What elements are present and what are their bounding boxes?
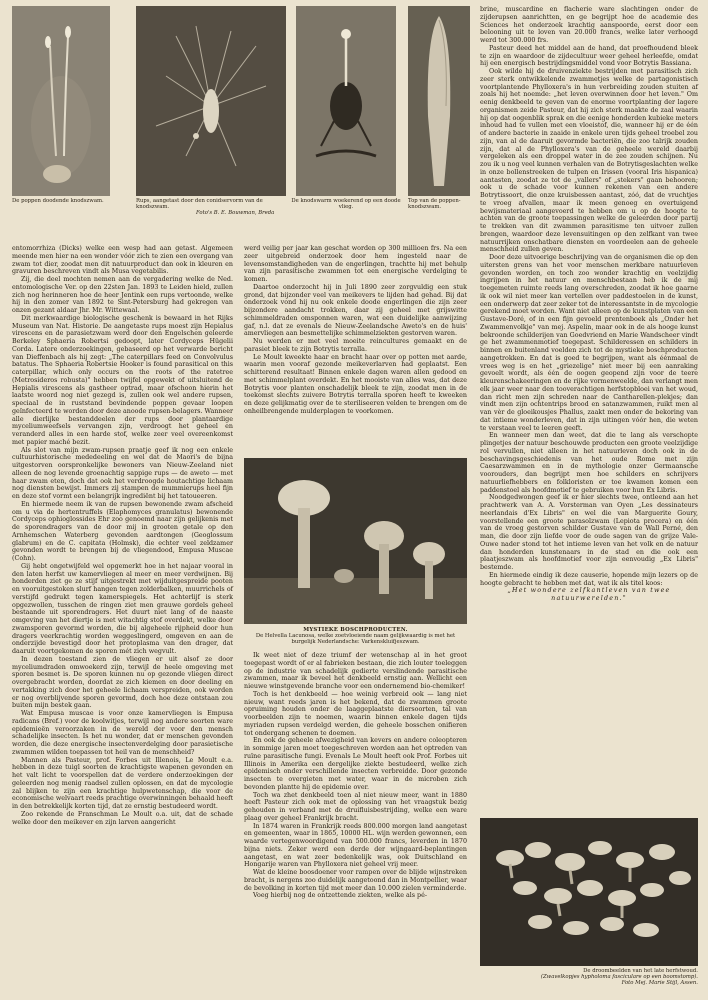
article-column-2-top	[244, 245, 467, 416]
photo-zwavelkopjes	[480, 818, 698, 966]
col1-paragraph: Gij hebt ongetwijfeld wel opgemerkt hoe in het najaar vooral in den laten herfst uw kamervliegen al meer en meer verdwijnen. Bij honderden ziet ge ze stijf uitgestrekt met wijduitgespreide pooten en vooruitgestoken slurf hangen tegen zolderbalken, muurrichels of verstijfd gedrukt tegen kamerspiegels. Het achterlijf is sterk opgezwollen, tusschen de ringen ziet men grauwe gordels geheel bestaande uit sporendragers. Het duurt niet lang of de naaste omgeving van het diertje is met witachtig stof overdekt, welke door zwamsporen gevormd worden, die bij algeheele rijpheid door hun dragers veerkrachtig worden weggeslingerd, omgeven en aan de onderzijde bevestigd door het protoplasma van den drager, dat daaruit voortgekomen de sporen mét zich wegvult.	[12, 562, 233, 655]
fig2-caption-text: Rups, aangetast door den conidservorm van de knodszwam.	[136, 198, 263, 211]
fig6-credit: Foto Mej. Marie Stijl, Assen.	[621, 980, 698, 987]
photo-dead-fly	[296, 6, 396, 196]
fig5-title: MYSTIEKE BOSCHPRODUCTEN.	[303, 627, 408, 633]
article-column-1	[12, 245, 233, 826]
col3-paragraph: Ook wilde hij de druivenziekte bestrijden met parasitisch zich zeer sterk ontwikkelende zwammetjes welke de partagonistisch voortplantende Phylloxera's in hun verbreiding zouden stuiten af zoals hij het noemde: „het leven overwinnen door het leven." Om eenig denkbeeld te geven van de enorme voortplanting der lagere organismen zeide Pasteur, dat hij zich sterk maakte de zaal waarin hij op dat oogenblik sprak en die eenige honderden kubieke meters inhoud had te vullen met een vloeistof, die, wanneer hij er de één of andere bacterie in zaaide in enkele uren tijds geheel troebel zou zijn, van al de daaruit gevormde bacteriën, die zoo talrijk zouden zijn, dat al de Phylloxera's van de geheele wereld daarbij vergeleken als een droppel water in de zee zouden schijnen. Nu zou ik u nog veel kunnen verhalen van de Botrytisgeslachten welke in onze bollenstreeken de tulpen en Irissen (vooral Iris hispanica) aantasten, zoodat ze tot de „vallers" of „stekers" gaan behooren; ook u de schade voor kunnen rekenen van een andere Botrytissoort, die onze kruisbessen aantast, zóó, dat de vruchtjes te vroeg afvallen, maar ik meen genoeg en overtuigend bewijsmateriaal aangevoerd te hebben om u op de hoogte te achten van de groote toepassingen welke de geleerden door partij te trekken van dit zwammen parasitisme ten uitvoer zullen brengen, waardoor deze levensuitingen op den zelfkant van twee natuurrijken onschatbare diensten en voordeelen aan de geheele menschheid zullen geven.	[480, 68, 698, 254]
col2b-paragraph: Voeg hierbij nog de ontzettende ziekten, welke als pé-	[253, 892, 428, 900]
col1-paragraph: Wat Empusa muscae is voor onze kamervliegen is Empusa radicans (Bref.) voor de koolwitjes, terwijl nog andere soorten ware epidemieën veroorzaken in de wereld der voor den mensch schadelijke insecten. Is het nu wonder, dat er menschen gevonden worden, die deze energische insectenverdelging door parasietische zwammen wilden toepassen tot heil van de menschheid?	[12, 710, 233, 756]
fig5-caption	[244, 627, 467, 646]
col2-paragraph: werd veilig per jaar kan geschat worden op 300 millioen frs. Na een zeer uitgebreid onderzoek door hem ingesteld naar de levensomstandigheden van de engerlingen, trachtte hij met behulp van zijn parasitische zwammen tot een energische verdelging te komen.	[244, 245, 467, 283]
col1-paragraph: Mannen als Pasteur, prof. Forbes uit Illenois, Le Moult e.a. hebben in deze tuigl soorten de krachtigste wapenen gevonden en het valt licht te voorspellen dat de verdere onderzoekingen der geleerden nog menig raadsel zullen oplossen, en dat de mycologie zal blijken te zijn een krachtige hulpwetenschap, die voor de economische welvaart reeds prachtige overwinningen behaald heeft in den betrekkelijk korten tijd, dat ze ernstig bestudeerd wordt.	[12, 756, 233, 810]
fig6-subcaption: (Zwavelkopjes hypholoma fasciculare op een boomstomp).	[540, 974, 698, 981]
col2b-paragraph: Toch wa zhet denkbeeld toen al niet nieuw meer, want in 1880 heeft Pasteur zich ook met de oplossing van het vraagstuk bezig gehouden in verband met de druifluisbestrijding, welke een ware plaag over geheel Frankrijk bracht.	[244, 791, 467, 822]
fig5-caption-text: De Helvella Lacunosa, welke zoetvloeiende naam gelijkwaardig is met het burgelijk Nederlandsche: Varkenskluifjeszwam.	[255, 633, 456, 646]
col2b-paragraph: En ook de geheele afwezigheid van kevers en andere coleopteren in sommige jaren moet toegeschreven worden aan het optreden van ruïne parasitische fungi. Evenals Le Moult heeft ook Prof. Forbes uit Illinois in Amerika een dergelijke ziekte bestudeerd, welke zich epidemisch onder verschillende insecten verbreidde. Door gezonde insecten te overgieten met water, waar in de microben zich bevonden plantte hij de epidemie over.	[244, 737, 467, 791]
col1-paragraph: Zij, die deel mochten nemen aan de vergadering welke de Ned. entomologische Ver. op den 22sten Jan. 1893 te Leiden hield, zullen zich nog herinneren hoe de heer Jentink een rups vertoonde, welke hij in den zomer van 1892 te Sint-Petersburg had gekregen van onzen gezant aldaar Jhr. Mr. Wittewaal.	[12, 276, 233, 314]
col3-paragraph: En hiermede eindig ik deze causerie, hopende mijn lezers op de hoogte gebracht te hebben met dat, wat ik als titel koos:	[480, 571, 698, 587]
col3-paragraph: Door deze uitvoerige beschrijving van de organismen die op den uitersten grens van het voor menschen merkbare natuurleven gevonden worden, en toch zoo wonder krachtig en veelzijdig ingrijpen in het natuur en menschbestaan heb ik de mij toegemeten ruimte reeds lang overschreden, zoodat ik hoe gaarne ik ook wil niet meer kan vertellen over paddestoelen in de kunst, een onderwerp dat zeer zeker tot de interessantste in de mycologie gerekend moet worden. Want niet alleen op de kunstplaten van een Gustave-Doré, of in een fijn gevoeld prentenboek als „Onder het Zwammenvolkje" van mej. Aspelin, maar ook in de als hooge kunst bekroonde schilderijen van Goedvriend en Marie Wandscheer vindt ge het zwammenmotief toegepast. Schilderessen en schilders in binnen en buitenland voelden zich tot de mystieke boschproducten aangetrokken. En dat is goed te begrijpen, want als éénmaal de vrees weg is en het „griezelige" niet meer bij een aanraking gevoelt wordt, als één de oogen geopend zijn voor de teere kleurenschakeeringen en de rijke vormenweelde, dan verlangt men elk jaar weer naar den tooverachtigen herfstopbloei van het woud, dan richt men zijn schreden naar de Cantharellen-plekjes; dan vindt men zijn ochtentrips brood en satanzwammen, ruikt men al van vèr de gloeikousjes Phallus, zaakt men onder de bekoring van dat intieme wonderleven, dat in zijn uitingen vóór hen, die weten te verstaan veel te leeren geeft.	[480, 254, 698, 432]
fig6-caption-text: De droombeelden van het late herfstwoud.	[583, 968, 698, 974]
col1-paragraph: In dezen toestand zien de vliegen er uit alsof ze door myceliumdraden omwoekerd zijn, terwijl de heele omgeving met sporen besmet is. De sporen kunnen nu op gezonde vliegen direct overgebracht worden, doordat ze zich kiemen en door deeling en vertakking zich door het geheele lichaam verspreiden, ook worden er nog overblijvende sporen gevormd, doch hoe deze ontstaan zou buiten mijn bestek gaan.	[12, 655, 233, 710]
closing-quote: „Het wondere zelfkantleven van twee natuurwerelden."	[507, 587, 671, 602]
fig4-caption: Top van de poppen-knodszwam.	[408, 198, 461, 211]
col1-paragraph: Zoo rekende de Franschman Le Moult o.a. uit, dat de schade welke door den meikever en zijn larven aangericht	[12, 810, 233, 826]
col1-paragraph: entomorrhiza (Dicks) welke een wesp had aan getast. Algemeen meende men hier na een wonder vóór zich te zien een overgang van zwam tot dier, zoodat men dit natuurproduct dan ook in kleuren en gravuren beschreven vindt als Musa vegetabilis.	[12, 245, 233, 276]
col3-paragraph: Noodgedwongen geef ik er hier slechts twee, ontleend aan het prachtwerk van A. A. Vorsterman van Oyen „Les dessinateurs neerlandais d'Ex Libris" en wel die van Marguerite Goury, voorstellende een groote parasolzwam (Lepiota procera) en één van de vroeg gestorven schilder Gustave van de Wall Perné, den man, die door zijn liefde voor de oude sagen van de grijze Vale-Ouwe nader stond tot het intieme leven van het volk en de natuur dan honderden kunstenaars in de stad en die ook een plaatjeszwam als hoofdmotief voor zijn eenvoudig „Ex Libris" bestemde.	[480, 494, 698, 571]
col2b-paragraph: Ik weet niet of deze triumf der wetenschap al in het groot toegepast wordt of er al fabrieken bestaan, die zich louter toeleggen op de industrie van schadelijk gedierte verslindende parasitische zwammen, maar ik beveel het denkbeeld ernstig aan. Wellicht een nieuwe winstgevende branche voor een ondernemend bio-chemiker!	[244, 652, 467, 690]
col1-paragraph: En hiermede neem ik van de rupsen bewonende zwam afscheid om u via de hertentruffels (Elaphomyces granulatus) bewonende Cordyceps ophioglossides Ehr zoo genoemd naar zijn gelijkenis met de sporendragers van de door mij in grooten getale op den Arnhemschen Waterberg gevonden aardtongen (Geoglossum glabrum) en de C. capitata (Holmsk), die echter veel zeldzamer gevonden wordt te brengen bij de vliegendood, Empusa Muscae (Cohn).	[12, 500, 233, 562]
photo-knodszwam-top	[408, 6, 470, 196]
fig2-caption	[136, 198, 296, 217]
photo-rups-conidien	[136, 6, 286, 196]
col2-paragraph: Le Moult kweekte haar en bracht haar over op potten met aarde, waarin men vooraf gezonde meikeverlarven had geplaatst. Een schitterend resultaat! Binnen enkele dagen waren allen gedood en met schimmelplant overdekt. En het mooiste van alles was, dat deze Botrytis voor planten onschadelijk bleek te zijn, zoodat men in de toekomst slechts zuivere Botrytis terralla sporen heeft te kweeken en deze gelijkmatig over de te steriliseeren velden te brengen om de onheilbrengende mulderplagen te voorkomen.	[244, 353, 467, 415]
fig1-caption: De poppen doodende knodszwam.	[12, 198, 104, 204]
fig6-caption	[480, 968, 698, 987]
photo-helvella-lacunosa	[244, 458, 467, 624]
fig2-credit: Foto's B. E. Bouwman, Breda	[196, 210, 275, 217]
col2b-paragraph: Toch is het denkbeeld — hoe weinig verbreid ook — lang niet nieuw, want reeds jaren is het bekend, dat de zwammen groote opruiming houden onder de laaggeplaatste diersoorten, tal van voorbeelden zijn te noemen, waarin binnen enkele dagen tijds myriaden rupsen verdelgd werden, die geheele bosschen onifieren tot ondergang schenen te doemen.	[244, 690, 467, 737]
col2-paragraph: Nu werden er met veel moeite reincultures gemaakt en de parasiet bleek te zijn Botrytis terralla.	[244, 338, 467, 353]
col2b-paragraph: In 1874 waren in Frankrijk reeds 800.000 morgen land aangetast en gemeenten, waar in 1865, 10000 HL. wijn werden gewonnen, een waarde vertegenwoordigend van 500.000 francs, leverden in 1870 bijna niets. Zeker werd een derde der wijngaard-beplantingen aangetast, en wat zeer bedenkelijk was, ook Duitschland en Hongarije waren van Phylloxera niet geheel vrij meer.	[244, 822, 467, 869]
col3-paragraph: Pasteur deed het middel aan de hand, dat proefhoudend bleek te zijn en waardoor de zijdecultuur weer geheel herleefde, omdat hij een energisch bestrijdingsmiddel vond voor Botrytis Bassiana.	[480, 44, 698, 68]
col1-paragraph: Als slot van mijn zwam-rupsen praatje geef ik nog een enkele cultuurhistorische mededeeling en wel dat de Maori's de bijna uitgestorven oorspronkelijke bewoners van Nieuw-Zeeland niet alleen de nog levende groenachtig sappige rups — de aweto — met haar zwam eten, doch dat ook het verdroogde houtachtige lichaam nog diensten bewijst. Immers zij stampen de mummierups heel fijn en deze stof vormt een belangrijk ingrediënt bij het tatoueeren.	[12, 446, 233, 500]
fig3-caption: De knodswarm woekerend op een doode vlieg.	[291, 198, 401, 211]
col1-paragraph: Dit merkwaardige biologische geschenk is bewaard in het Rijks Museum van Nat. Historie. De aangetaste rups moest zijn Hepialus virescens en de parasietzwam werd door den Engelschen geleerde Berkeley Sphaeria Robertsi gedoopt, later Cordyceps Hügelii Corda. Latere onderzoekingen, gebaseerd op het verwarde bericht van Dieffenbach als hij zegt: „The caterpillars feed on Convolvulus batatus. The Sphaeria Robertsie Hooker is found parasitical on this caterpillar, which only occurs on the roots of the ratetree (Metrosideros robusta)" hebben twijfel opgewekt of uitsluitend de Hepialis virescens als gastheer optrad, maar ofschoon hierin het laatste woord nog niet gezegd is, zullen ook wel andere rupsen, speciaal de in ruststand bevindende poppen gevaar loopen geïnfecteerd te worden door deze anoode rupsen-belagers. Wanneer alle dierlijke bestanddeelen der rups door plantaardige myceliumweefsels vervangen zijn, verdroogt het geheel en veranderd alles in een harde stof, welke zeer veel overeenkomst met papier maché bezit.	[12, 314, 233, 446]
photo-knodszwam-pupae	[12, 6, 110, 196]
col3-paragraph: brine, muscardine en flacherie ware slachtingen onder de zijderupsen aanrichtten, en ge begrijpt hoe de academie des Sciences het onderzoek krachtig aanspoorde, eerst door een belooning uit te loven van 20.000 francs, welke later verhoogd werd tot 300.000 frs.	[480, 6, 698, 44]
col3-paragraph: En wanneer men dan weet, dat die te lang als verschopte plingetjes der natuur beschouwde producten een groote veelzijdige rol vervullen, niet alleen in het natuurleven doch ook in de beschavingsgeschiedenis van het oude Rome met zijn Caesarzwammen en in de mythologie onzer Germaansche voorouders, dan begrijpt men hoe schilders en schrijvers natuurliefhebbers en folkloristen er toe kwamen komen een paddenstoel als hoofdmotief te gebruiken voor hun Ex Libris.	[480, 432, 698, 494]
col2-paragraph: Daartoe onderzocht hij in Juli 1890 zeer zorgvuldig een stuk grond, dat bijzonder veel van meikevers te lijden had gehad. Bij dat onderzoek vond hij nu ook enkele doode engerlingen die zijn zeer bijzondere aandacht trokken, daar zij geheel met grijswitte schimmeldraden omsponnen waren, wat een duidelijke aanwijzing gaf, n.l. dat ze evenals de Nieuw-Zeelandsche Aweto's en de huis' amervliegen aan besmettelijke schimmelziekten gestorven waren.	[244, 283, 467, 338]
article-column-3	[480, 6, 698, 603]
article-column-2-bottom	[244, 652, 467, 900]
col2b-paragraph: Wat de kleine boosdoener voor rampen over de blijde wijnstreken bracht, is nergens zoo duidelijk aangetoond dan in Montpellier, waar de bevolking in korten tijd met meer dan 10.000 zielen verminderde.	[244, 869, 467, 892]
